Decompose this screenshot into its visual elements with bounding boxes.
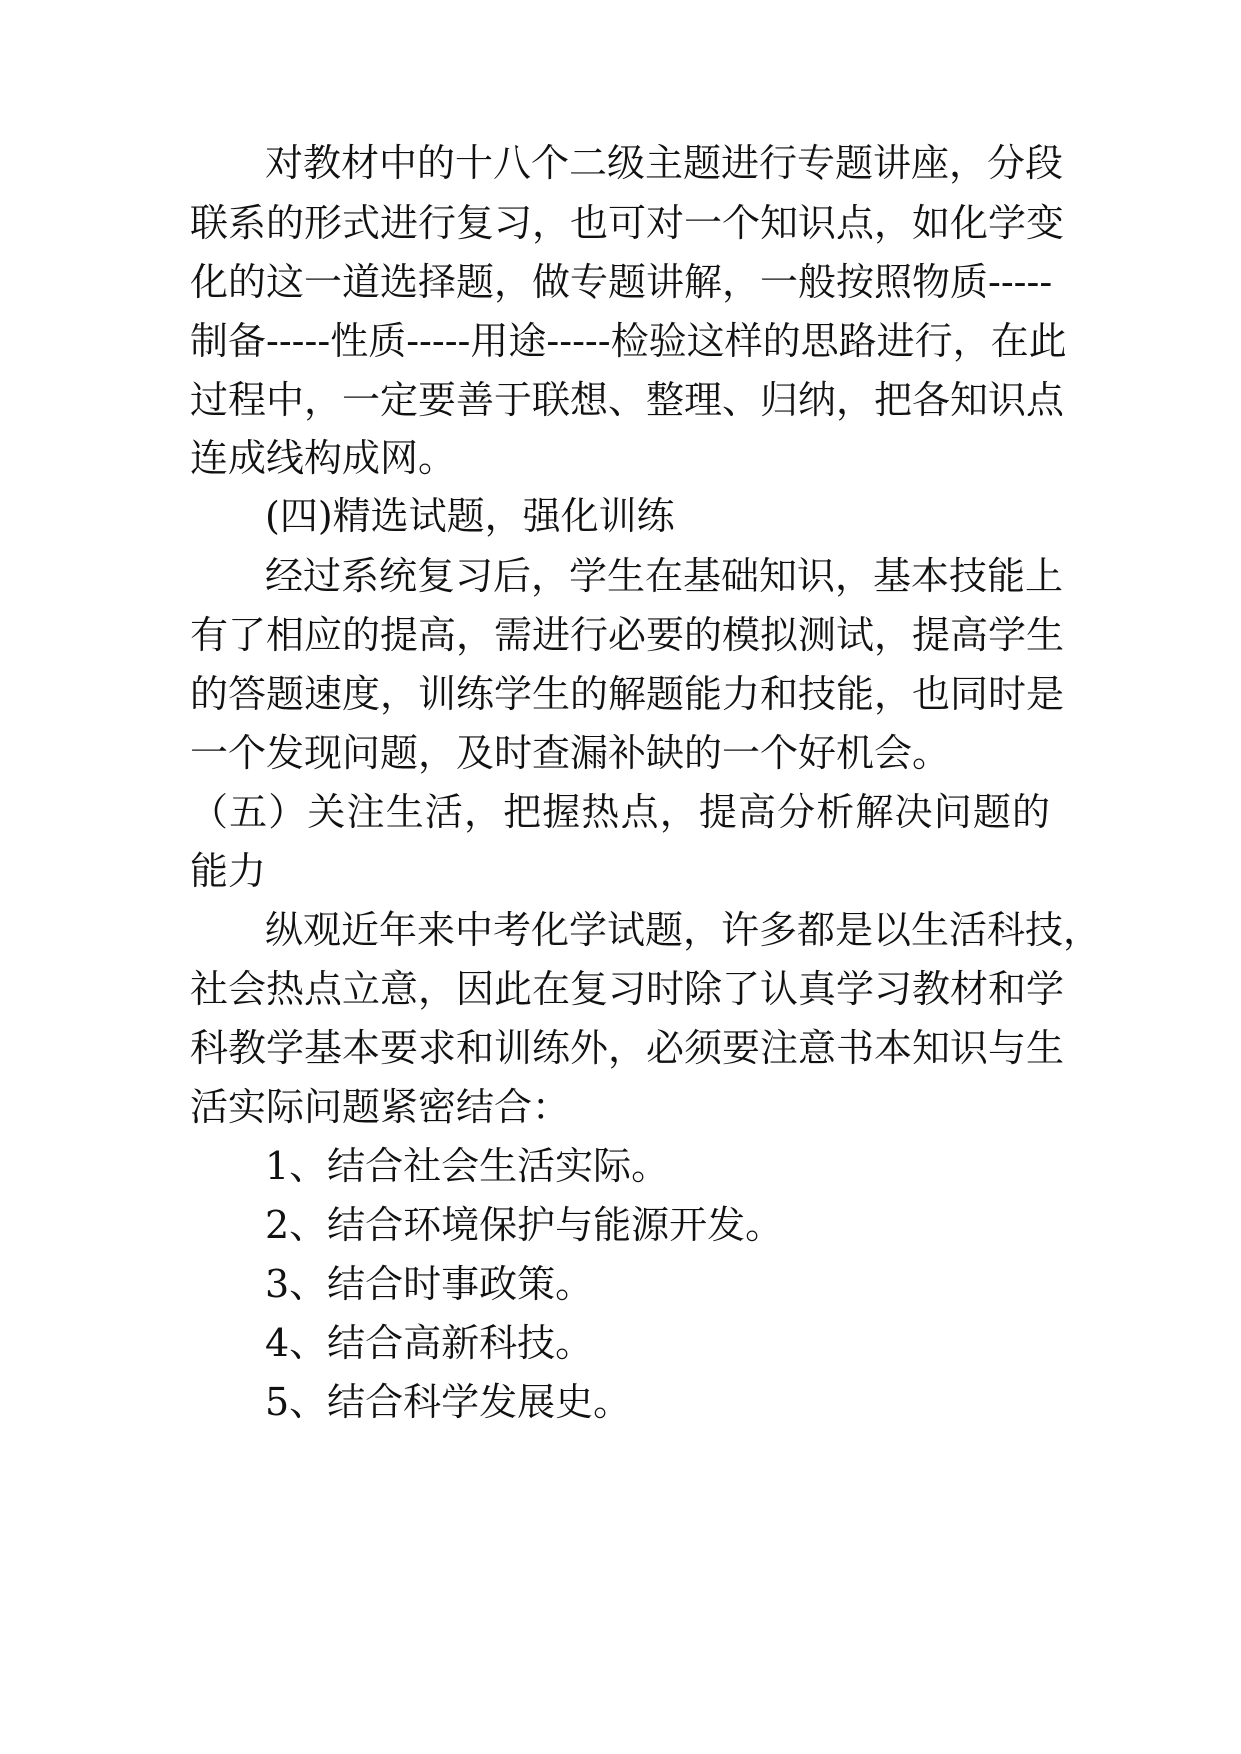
paragraph-line: 联系的形式进行复习，也可对一个知识点，如化学变 <box>190 201 1065 245</box>
paragraph-line: 的答题速度，训练学生的解题能力和技能，也同时是 <box>190 672 1065 716</box>
paragraph-line: 经过系统复习后，学生在基础知识，基本技能上 <box>265 554 1064 598</box>
paragraph-line: 社会热点立意，因此在复习时除了认真学习教材和学 <box>190 967 1065 1011</box>
paragraph-line: 制备-----性质-----用途-----检验这样的思路进行，在此 <box>190 319 1067 363</box>
list-item: 4、结合高新科技。 <box>265 1321 594 1365</box>
list-item: 1、结合社会生活实际。 <box>265 1144 670 1188</box>
paragraph-line: 过程中，一定要善于联想、整理、归纳，把各知识点 <box>190 378 1065 422</box>
section-heading: 能力 <box>190 849 267 893</box>
paragraph-line: 有了相应的提高，需进行必要的模拟测试，提高学生 <box>190 613 1065 657</box>
section-heading: （五）关注生活，把握热点，提高分析解决问题的 <box>190 790 1050 834</box>
list-item: 3、结合时事政策。 <box>265 1262 594 1306</box>
list-item: 5、结合科学发展史。 <box>265 1380 632 1424</box>
paragraph-line: 连成线构成网。 <box>190 436 457 480</box>
paragraph-line: 科教学基本要求和训练外，必须要注意书本知识与生 <box>190 1026 1065 1070</box>
paragraph-line: 纵观近年来中考化学试题，许多都是以生活科技， <box>265 908 1102 952</box>
paragraph-line: 活实际问题紧密结合： <box>190 1085 571 1129</box>
paragraph-line: 化的这一道选择题，做专题讲解，一般按照物质----- <box>190 260 1053 304</box>
section-heading: (四)精选试题，强化训练 <box>265 494 675 538</box>
list-item: 2、结合环境保护与能源开发。 <box>265 1203 784 1247</box>
paragraph-line: 对教材中的十八个二级主题进行专题讲座，分段 <box>265 141 1064 185</box>
paragraph-line: 一个发现问题，及时查漏补缺的一个好机会。 <box>190 731 951 775</box>
